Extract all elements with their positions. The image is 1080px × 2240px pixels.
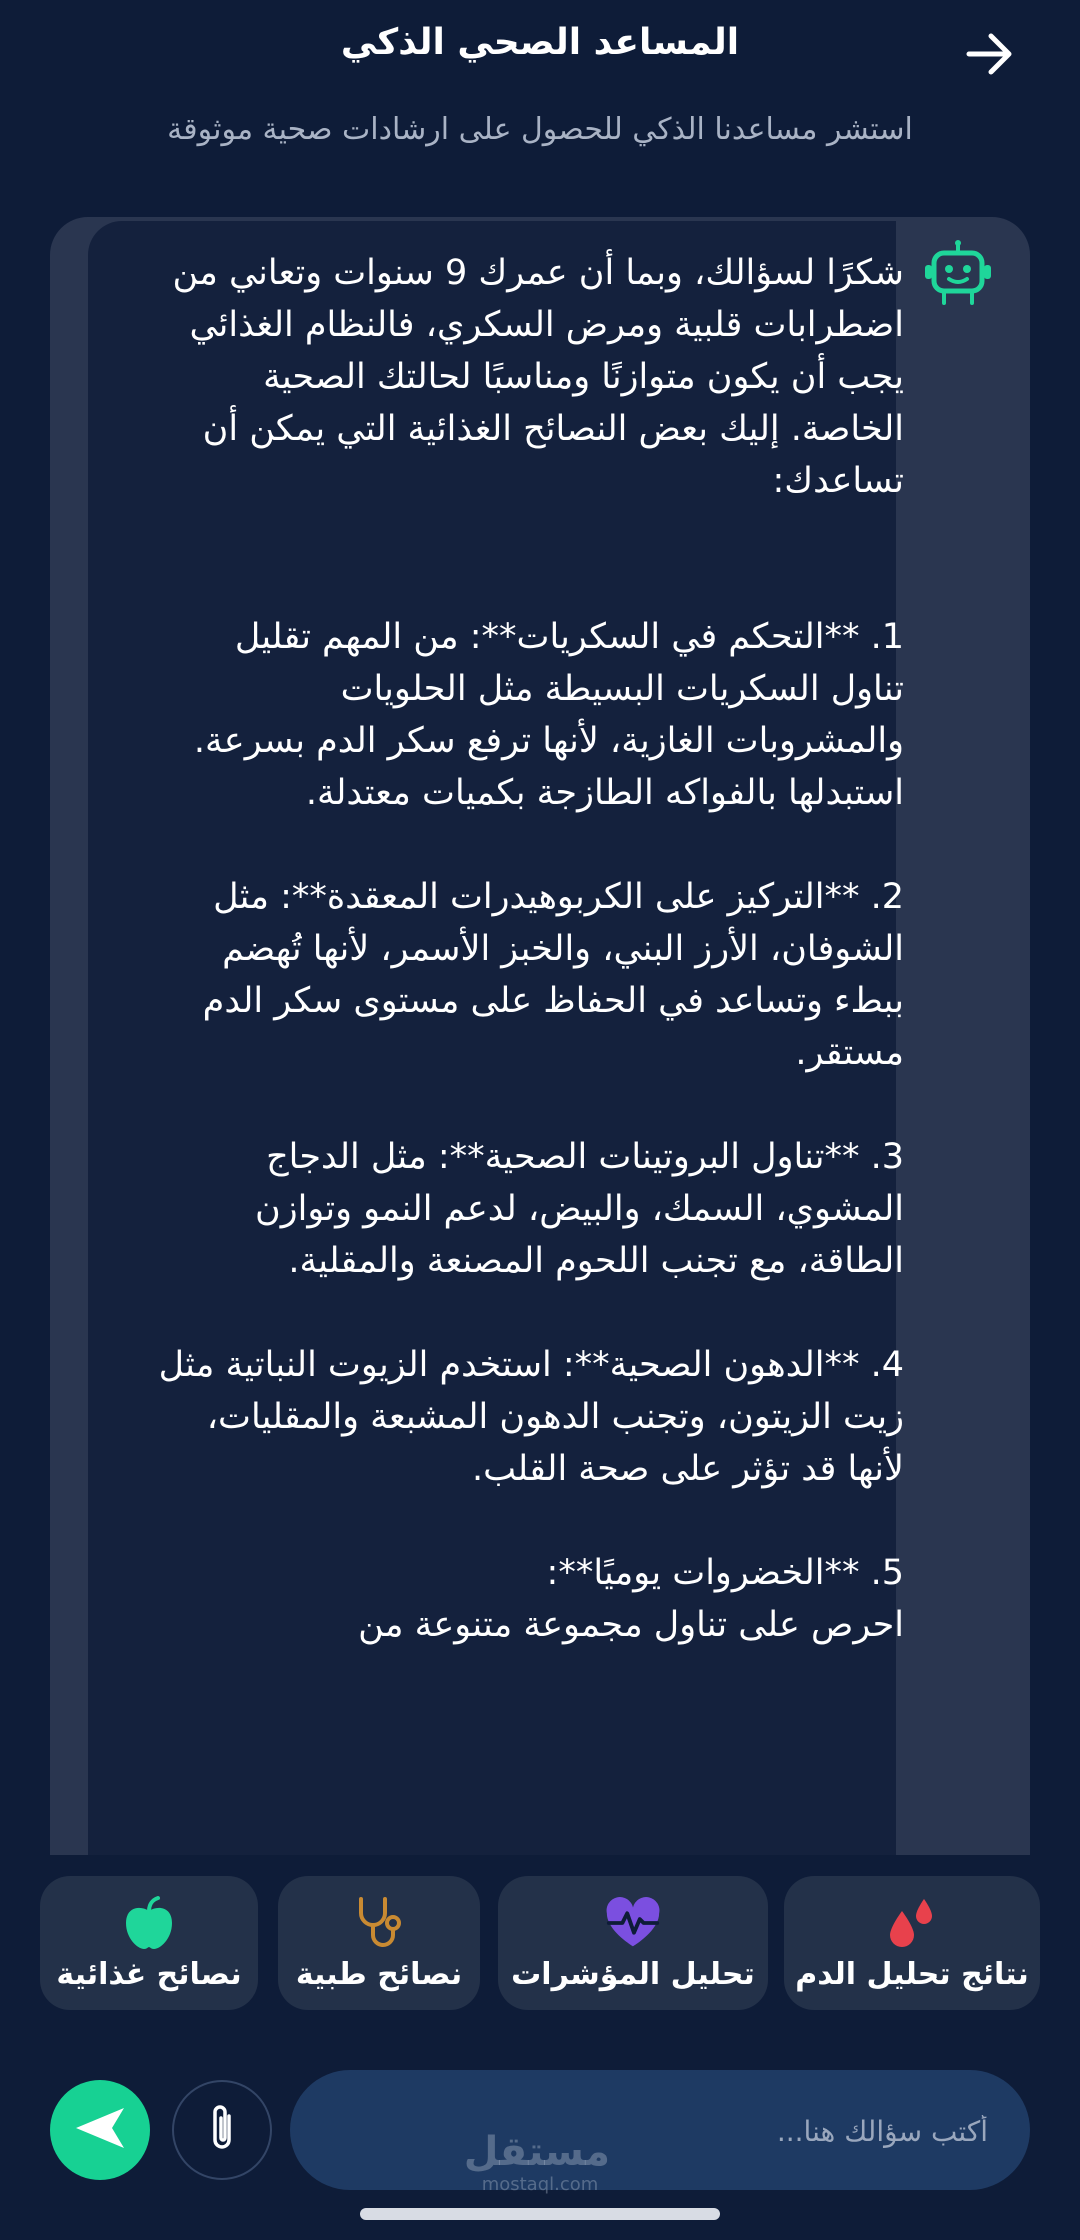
- chat-area[interactable]: [50, 217, 1030, 1855]
- app-header: [0, 0, 1080, 100]
- blood-drops-icon: [882, 1895, 942, 1951]
- send-button[interactable]: [50, 2080, 150, 2180]
- robot-icon: [920, 237, 996, 313]
- bot-message-text: شكرًا لسؤالك، وبما أن عمرك 9 سنوات وتعاني من اضطرابات قلبية ومرض السكري، فالنظام الغذائي يجب أن يكون متوازنًا ومناسبًا لحالتك الصحية الخاصة. إليك بعض النصائح الغذائية التي يمكن أن تساعدك: 1. **التحكم في السكريات**: من المهم تقليل تناول السكريات البسيطة مثل الحلويات والمشروبات الغازية، لأنها ترفع سكر الدم بسرعة. استبدلها بالفواكه الطازجة بكميات معتدلة. 2. **التركيز على الكربوهيدرات المعقدة**: مثل الشوفان، الأرز البني، والخبز الأسمر، لأنها تُهضم ببطء وتساعد في الحفاظ على مستوى سكر الدم مستقر. 3. **تناول البروتينات الصحية**: مثل الدجاج المشوي، السمك، والبيض، لدعم النمو وتوازن الطاقة، مع تجنب اللحوم المصنعة والمقلية. 4. **الدهون الصحية**: استخدم الزيوت النباتية مثل زيت الزيتون، وتجنب الدهون المشبعة والمقليات، لأنها قد تؤثر على صحة القلب. 5. **الخضروات يوميًا**: احرص على تناول مجموعة متنوعة من: [158, 253, 904, 1645]
- page-subtitle: استشر مساعدنا الذكي للحصول على ارشادات صحية موثوقة: [167, 112, 913, 147]
- nutrition-advice-label: نصائح غذائية: [56, 1956, 242, 1992]
- message-input-bar[interactable]: [290, 2070, 1030, 2190]
- medical-advice-button[interactable]: [278, 1876, 480, 2010]
- nutrition-advice-button[interactable]: [40, 1876, 258, 2010]
- quick-actions: [40, 1876, 1040, 2010]
- apple-icon: [119, 1895, 179, 1951]
- heart-pulse-icon: [603, 1895, 663, 1951]
- bot-message-bubble: [50, 217, 1030, 1855]
- blood-test-results-button[interactable]: [784, 1876, 1040, 2010]
- attach-button[interactable]: [172, 2080, 272, 2180]
- watermark-url: mostaql.com: [481, 2174, 599, 2195]
- paperclip-icon: [205, 2102, 239, 2158]
- bot-message-body: [88, 221, 904, 1855]
- watermark-logo: [463, 2129, 610, 2196]
- medical-advice-label: نصائح طبية: [295, 1956, 463, 1992]
- send-icon: [72, 2104, 128, 2156]
- stethoscope-icon: [349, 1895, 409, 1951]
- message-input[interactable]: [330, 2098, 990, 2164]
- page-title: المساعد الصحي الذكي: [340, 22, 740, 63]
- back-arrow-icon[interactable]: [960, 24, 1020, 84]
- indicators-analysis-label: تحليل المؤشرات: [511, 1956, 755, 1992]
- watermark-text: مستقل: [463, 2129, 610, 2175]
- home-indicator[interactable]: [360, 2208, 720, 2220]
- indicators-analysis-button[interactable]: [498, 1876, 768, 2010]
- blood-test-results-label: نتائج تحليل الدم: [795, 1956, 1029, 1992]
